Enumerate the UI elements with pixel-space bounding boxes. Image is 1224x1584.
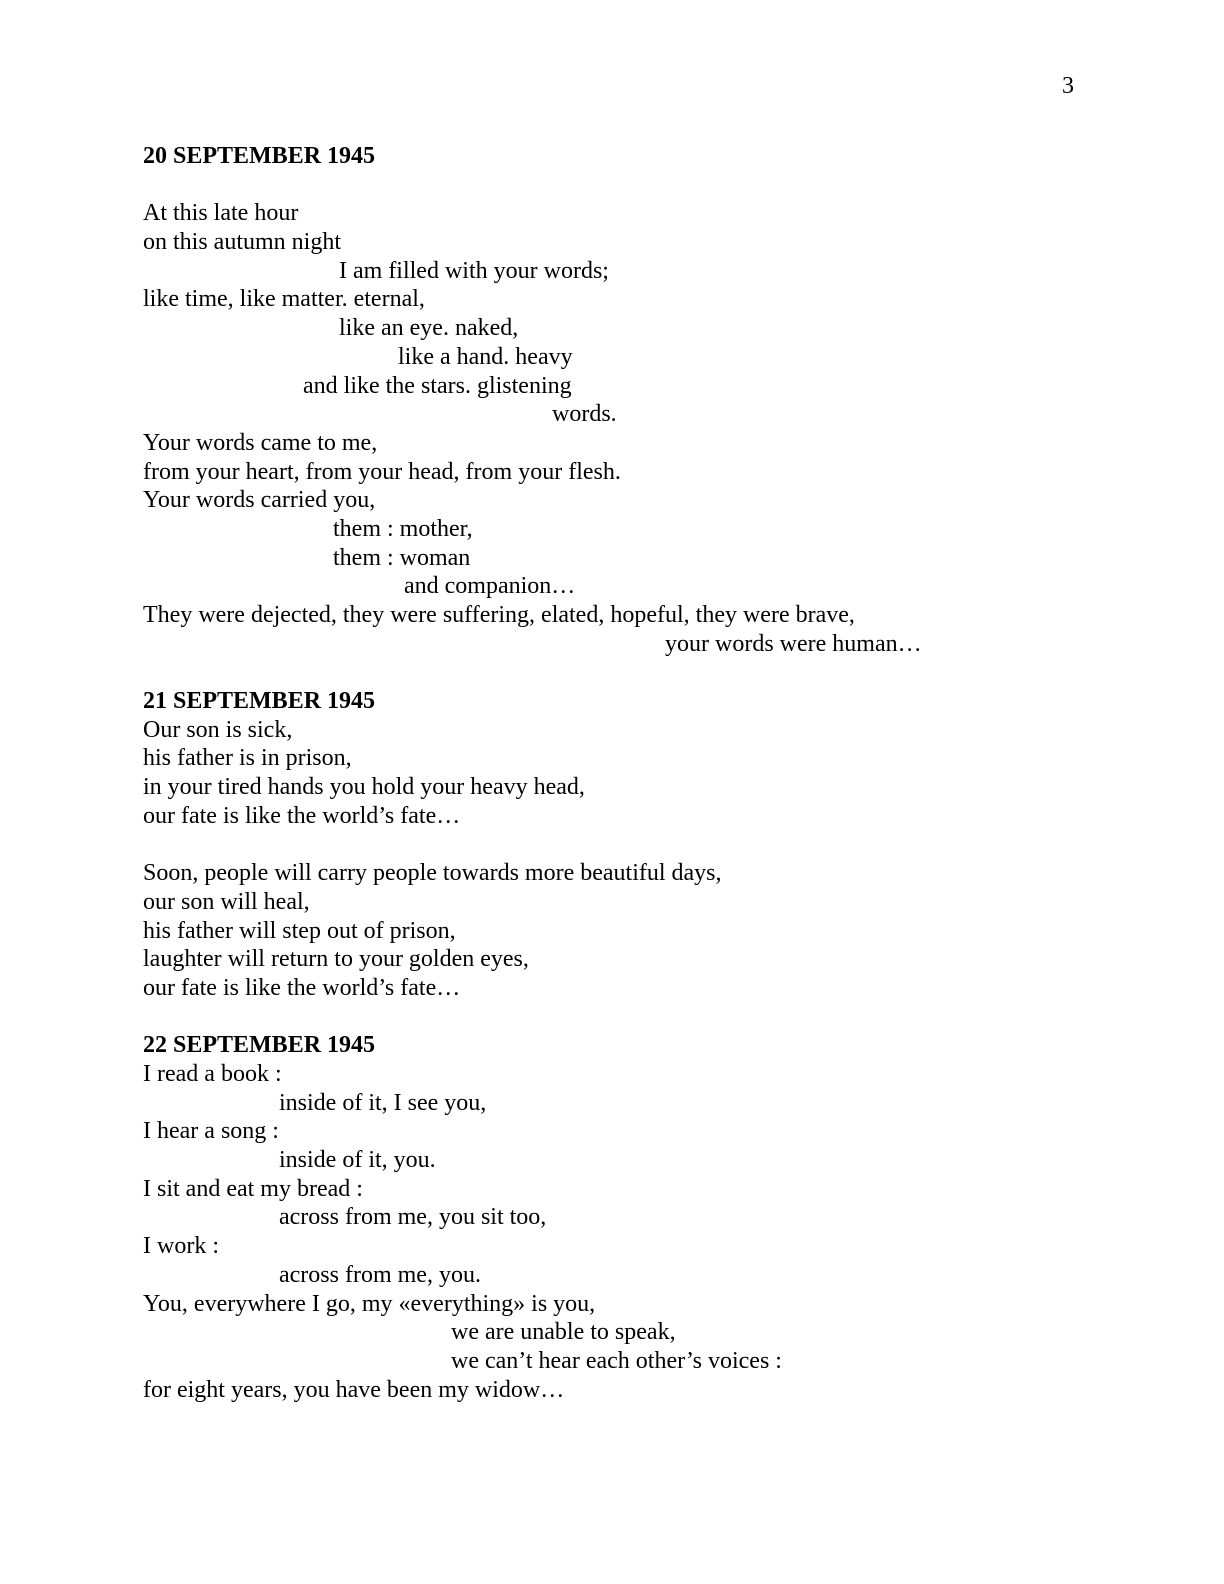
poem-line: his father is in prison, [143, 745, 352, 772]
stanza-gap [143, 171, 1103, 200]
poem-line: inside of it, I see you, [279, 1089, 487, 1116]
poem-line: and like the stars. glistening [303, 372, 572, 399]
poem-line: Your words carried you, [143, 487, 376, 514]
poem-line: his father will step out of prison, [143, 917, 456, 944]
poem-line: our fate is like the world’s fate… [143, 974, 461, 1001]
poem-line: inside of it, you. [279, 1147, 436, 1174]
section-heading: 21 SEPTEMBER 1945 [143, 688, 376, 715]
section-heading: 20 SEPTEMBER 1945 [143, 143, 376, 169]
poem-line: from your heart, from your head, from your flesh. [143, 458, 621, 485]
page-number: 3 [1062, 73, 1074, 99]
poem-line: At this late hour [143, 200, 299, 227]
poem-line: They were dejected, they were suffering, elated, hopeful, they were brave, [143, 602, 855, 628]
poem-line: like an eye. naked, [339, 315, 519, 342]
stanza-gap [143, 831, 1103, 860]
poem-line: and companion… [404, 573, 576, 600]
poem-line: I hear a song : [143, 1118, 279, 1145]
poem-line: Your words came to me, [143, 429, 378, 456]
poem-line: on this autumn night [143, 229, 341, 256]
poem-line: we are unable to speak, [451, 1319, 676, 1346]
section-heading: 22 SEPTEMBER 1945 [143, 1032, 376, 1059]
poem-line: our son will heal, [143, 888, 310, 915]
poem-line: like time, like matter. eternal, [143, 286, 425, 313]
poem-line: across from me, you sit too, [279, 1204, 547, 1231]
poem-line: I read a book : [143, 1061, 282, 1087]
poem-line: You, everywhere I go, my «everything» is you, [143, 1290, 596, 1317]
poem-line: our fate is like the world’s fate… [143, 802, 461, 829]
poem-line: them : woman [333, 544, 471, 571]
poem-line: laughter will return to your golden eyes, [143, 946, 529, 973]
stanza-gap [143, 1003, 1103, 1032]
poem-line: like a hand. heavy [398, 343, 573, 370]
poem-line: I sit and eat my bread : [143, 1175, 363, 1202]
poem-line: your words were human… [665, 630, 922, 657]
poem-line: Soon, people will carry people towards more beautiful days, [143, 860, 722, 887]
poem-line: I am filled with your words; [339, 257, 609, 284]
poem-line: Our son is sick, [143, 716, 293, 743]
poem-body [143, 142, 1103, 1404]
stanza-gap [143, 658, 1103, 687]
poem-line: I work : [143, 1233, 219, 1260]
poem-line: across from me, you. [279, 1261, 481, 1288]
poem-line: words. [552, 401, 617, 428]
poem-line: them : mother, [333, 515, 473, 542]
poem-line: in your tired hands you hold your heavy head, [143, 774, 585, 801]
poem-line: we can’t hear each other’s voices : [451, 1347, 782, 1374]
poem-line: for eight years, you have been my widow… [143, 1376, 565, 1403]
